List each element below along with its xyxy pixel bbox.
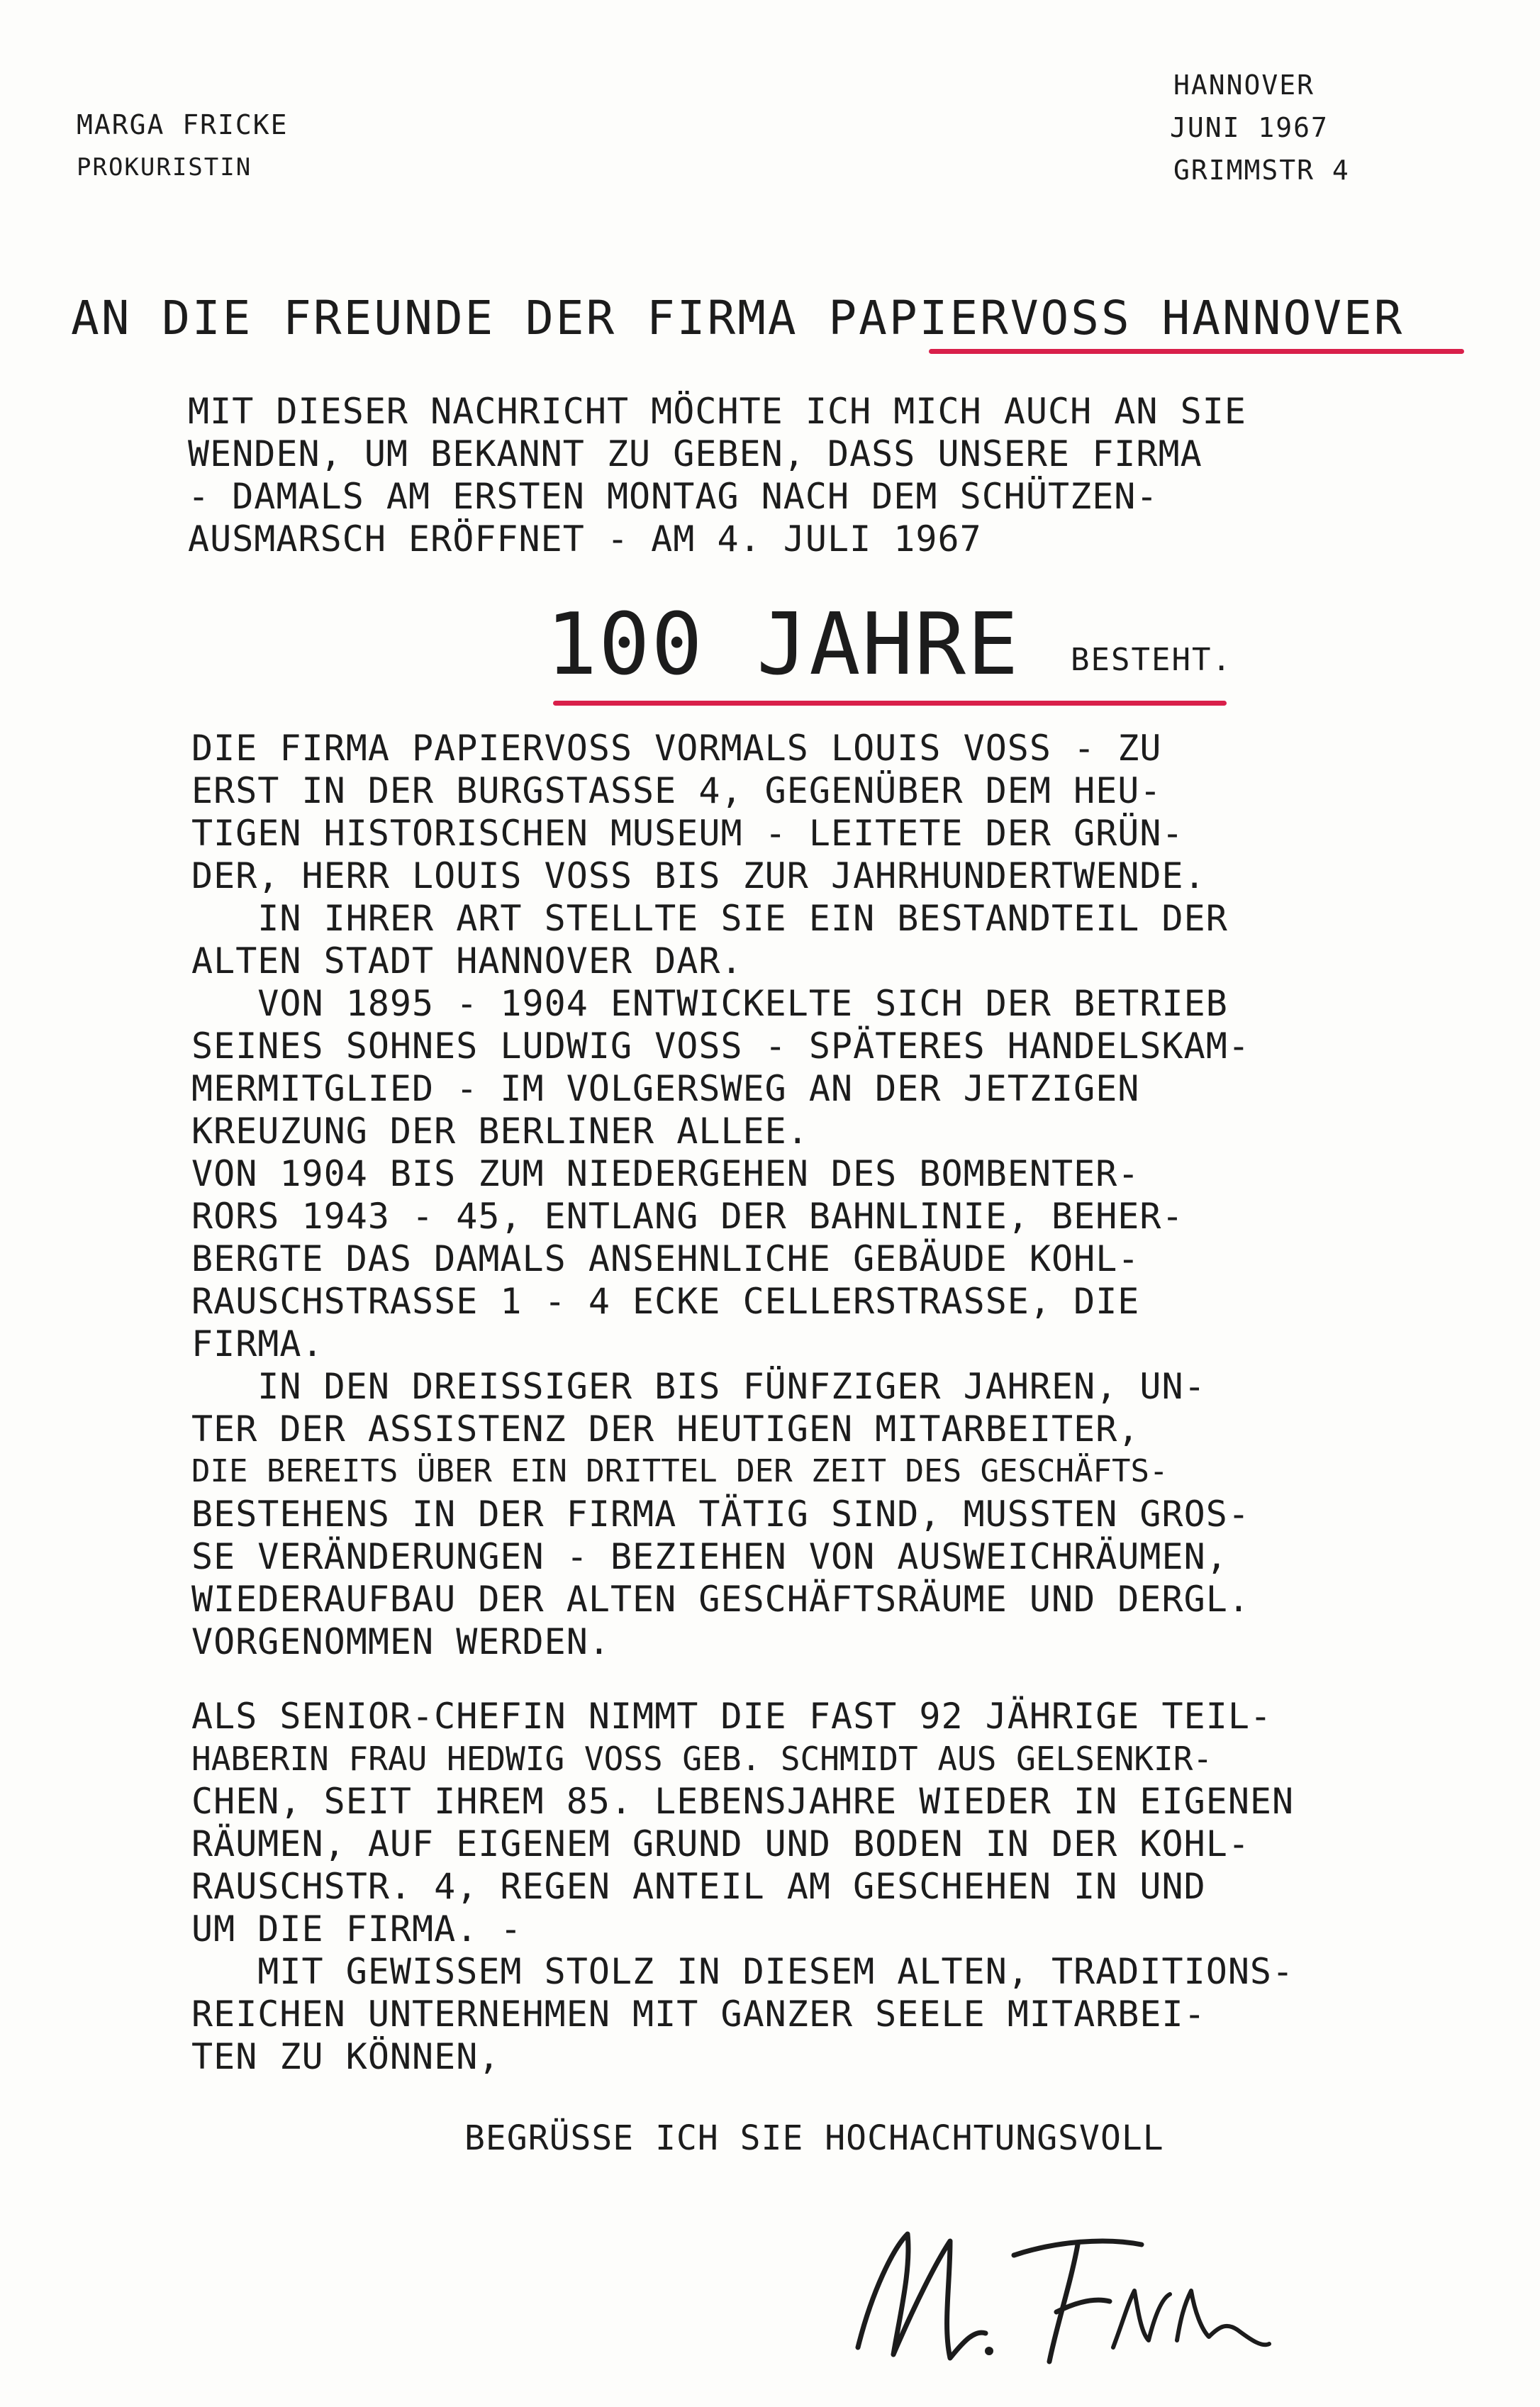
heading-underline bbox=[929, 349, 1464, 354]
body-line: ERST IN DER BURGSTASSE 4, GEGENÜBER DEM HEU- bbox=[191, 770, 1162, 811]
heading-company: PAPIERVOSS bbox=[828, 291, 1132, 345]
closing-line: TEN ZU KÖNNEN, bbox=[191, 2036, 501, 2077]
heading bbox=[71, 291, 1404, 345]
intro-line: WENDEN, UM BEKANNT ZU GEBEN, DASS UNSERE FIRMA bbox=[188, 433, 1203, 474]
closing-paragraph bbox=[191, 1695, 1294, 2078]
body-line: SE VERÄNDERUNGEN - BEZIEHEN VON AUSWEICHRÄUMEN, bbox=[191, 1536, 1228, 1577]
body-line: IN IHRER ART STELLTE SIE EIN BESTANDTEIL DER bbox=[191, 898, 1228, 939]
closing-line: RÄUMEN, AUF EIGENEM GRUND UND BODEN IN DER KOHL- bbox=[191, 1823, 1250, 1864]
closing-line: RAUSCHSTR. 4, REGEN ANTEIL AM GESCHEHEN IN UND bbox=[191, 1866, 1206, 1907]
sender-title: PROKURISTIN bbox=[77, 153, 252, 182]
body-line: KREUZUNG DER BERLINER ALLEE. bbox=[191, 1111, 809, 1152]
signature-image bbox=[844, 2206, 1283, 2390]
intro-paragraph bbox=[188, 390, 1246, 560]
body-line: VON 1904 BIS ZUM NIEDERGEHEN DES BOMBENTER- bbox=[191, 1153, 1140, 1194]
sender-name: MARGA FRICKE bbox=[77, 109, 289, 140]
heading-city: HANNOVER bbox=[1161, 291, 1405, 345]
body-text bbox=[191, 727, 1250, 1663]
greeting: BEGRÜSSE ICH SIE HOCHACHTUNGSVOLL bbox=[464, 2118, 1164, 2158]
body-line: TER DER ASSISTENZ DER HEUTIGEN MITARBEITER, bbox=[191, 1408, 1140, 1450]
closing-line: HABERIN FRAU HEDWIG VOSS GEB. SCHMIDT AUS GELSENKIR- bbox=[191, 1740, 1213, 1778]
anniversary-years: 100 JAHRE bbox=[546, 596, 1020, 694]
body-line: BESTEHENS IN DER FIRMA TÄTIG SIND, MUSSTEN GROS- bbox=[191, 1494, 1250, 1535]
body-line: TIGEN HISTORISCHEN MUSEUM - LEITETE DER GRÜN- bbox=[191, 813, 1184, 854]
body-line: BERGTE DAS DAMALS ANSEHNLICHE GEBÄUDE KOHL- bbox=[191, 1238, 1140, 1279]
body-line: RAUSCHSTRASSE 1 - 4 ECKE CELLERSTRASSE, DIE bbox=[191, 1281, 1140, 1322]
address-street: GRIMMSTR 4 bbox=[1173, 155, 1350, 186]
address-city: HANNOVER bbox=[1173, 70, 1315, 101]
body-line: SEINES SOHNES LUDWIG VOSS - SPÄTERES HANDELSKAM- bbox=[191, 1025, 1250, 1067]
body-line: FIRMA. bbox=[191, 1323, 324, 1364]
closing-line: ALS SENIOR-CHEFIN NIMMT DIE FAST 92 JÄHRIGE TEIL- bbox=[191, 1696, 1273, 1737]
body-line: RORS 1943 - 45, ENTLANG DER BAHNLINIE, BEHER- bbox=[191, 1196, 1184, 1237]
body-line: VON 1895 - 1904 ENTWICKELTE SICH DER BETRIEB bbox=[191, 983, 1228, 1024]
closing-line: UM DIE FIRMA. - bbox=[191, 1908, 523, 1950]
anniversary-underline bbox=[553, 701, 1227, 706]
body-line: VORGENOMMEN WERDEN. bbox=[191, 1621, 610, 1662]
body-line: DER, HERR LOUIS VOSS BIS ZUR JAHRHUNDERTWENDE. bbox=[191, 855, 1206, 896]
closing-line: REICHEN UNTERNEHMEN MIT GANZER SEELE MITARBEI- bbox=[191, 1994, 1206, 2035]
anniversary-suffix: BESTEHT. bbox=[1071, 642, 1232, 678]
body-line: WIEDERAUFBAU DER ALTEN GESCHÄFTSRÄUME UND DERGL. bbox=[191, 1579, 1250, 1620]
intro-line: MIT DIESER NACHRICHT MÖCHTE ICH MICH AUCH AN SIE bbox=[188, 391, 1246, 432]
closing-line: MIT GEWISSEM STOLZ IN DIESEM ALTEN, TRADITIONS- bbox=[191, 1951, 1295, 1992]
intro-line: AUSMARSCH ERÖFFNET - AM 4. JULI 1967 bbox=[188, 518, 982, 560]
address-date: JUNI 1967 bbox=[1170, 112, 1329, 143]
intro-line: - DAMALS AM ERSTEN MONTAG NACH DEM SCHÜTZEN- bbox=[188, 476, 1159, 517]
body-line: DIE FIRMA PAPIERVOSS VORMALS LOUIS VOSS - ZU bbox=[191, 728, 1162, 769]
body-line: IN DEN DREISSIGER BIS FÜNFZIGER JAHREN, UN- bbox=[191, 1366, 1206, 1407]
body-line: ALTEN STADT HANNOVER DAR. bbox=[191, 940, 743, 982]
closing-line: CHEN, SEIT IHREM 85. LEBENSJAHRE WIEDER IN EIGENEN bbox=[191, 1781, 1295, 1822]
heading-prefix: AN DIE FREUNDE DER FIRMA bbox=[71, 291, 798, 345]
body-line: MERMITGLIED - IM VOLGERSWEG AN DER JETZIGEN bbox=[191, 1068, 1140, 1109]
body-line: DIE BEREITS ÜBER EIN DRITTEL DER ZEIT DES GESCHÄFTS- bbox=[191, 1453, 1168, 1489]
